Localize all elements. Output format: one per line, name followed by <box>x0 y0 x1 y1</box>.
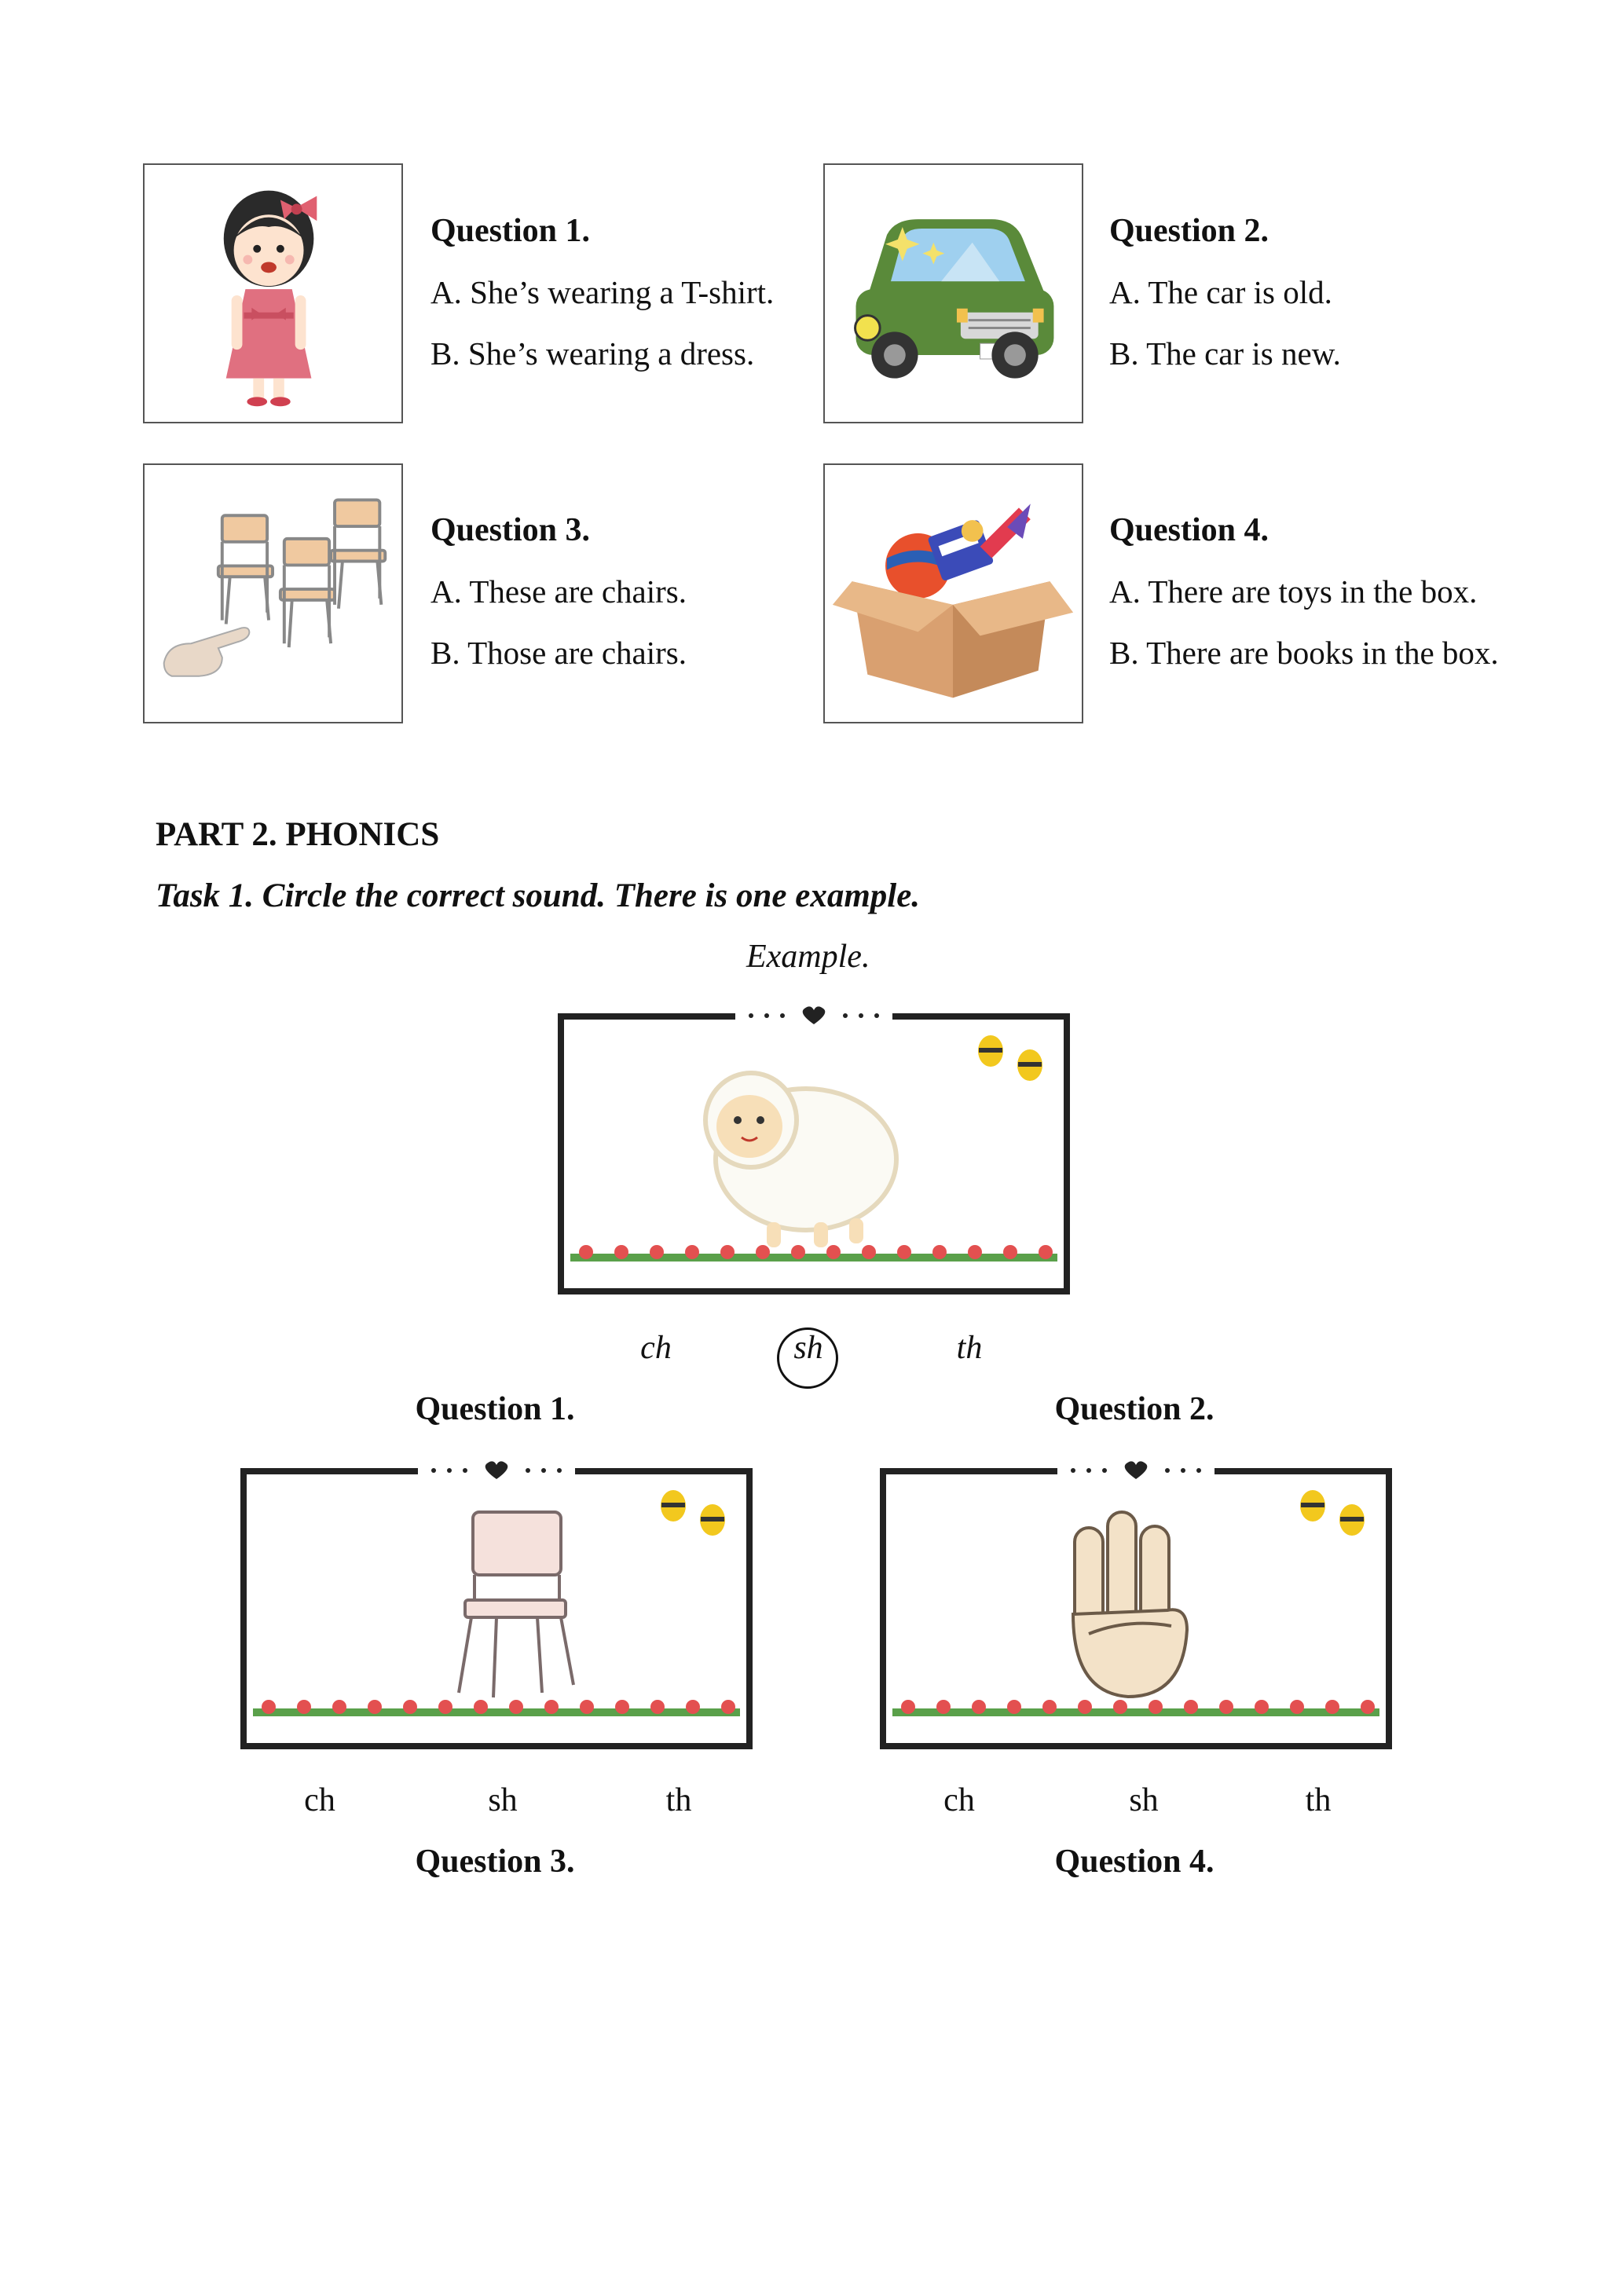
chair-frame <box>237 1457 756 1760</box>
three-fingers-frame <box>877 1457 1395 1760</box>
example-label: Example. <box>746 939 870 975</box>
toy-box-picture <box>823 463 1083 723</box>
green-car-picture <box>823 163 1083 423</box>
part-2-heading: PART 2. PHONICS <box>156 816 440 853</box>
q1-sound-th[interactable]: th <box>665 1782 692 1818</box>
q2-sound-ch[interactable]: ch <box>943 1782 975 1818</box>
question-2-title: Question 2. <box>1109 213 1269 249</box>
question-4-option-a[interactable]: A. There are toys in the box. <box>1109 573 1478 610</box>
example-sound-sh[interactable]: sh <box>793 1330 823 1366</box>
question-3-title: Question 3. <box>430 512 591 548</box>
girl-in-dress-picture <box>143 163 403 423</box>
phonics-question-2-title: Question 2. <box>1054 1391 1215 1427</box>
chairs-pointing-picture <box>143 463 403 723</box>
q2-sound-sh[interactable]: sh <box>1129 1782 1159 1818</box>
phonics-question-1-title: Question 1. <box>415 1391 575 1427</box>
phonics-question-3-title: Question 3. <box>415 1844 575 1880</box>
q1-sound-ch[interactable]: ch <box>304 1782 335 1818</box>
question-3-option-a[interactable]: A. These are chairs. <box>430 573 687 610</box>
example-sound-ch[interactable]: ch <box>640 1330 672 1366</box>
question-1-title: Question 1. <box>430 213 591 249</box>
question-1-option-a[interactable]: A. She’s wearing a T-shirt. <box>430 274 775 310</box>
question-4-title: Question 4. <box>1109 512 1269 548</box>
q1-sound-sh[interactable]: sh <box>488 1782 518 1818</box>
task-1-instruction: Task 1. Circle the correct sound. There is one example. <box>156 877 921 914</box>
question-2-option-b[interactable]: B. The car is new. <box>1109 335 1341 372</box>
example-sound-th[interactable]: th <box>956 1330 983 1366</box>
question-3-option-b[interactable]: B. Those are chairs. <box>430 635 687 671</box>
question-1-option-b[interactable]: B. She’s wearing a dress. <box>430 335 755 372</box>
three-fingers-icon <box>1073 1512 1187 1697</box>
question-2-option-a[interactable]: A. The car is old. <box>1109 274 1332 310</box>
phonics-question-4-title: Question 4. <box>1054 1844 1215 1880</box>
q2-sound-th[interactable]: th <box>1305 1782 1332 1818</box>
question-4-option-b[interactable]: B. There are books in the box. <box>1109 635 1499 671</box>
example-sheep-frame <box>555 1002 1073 1305</box>
